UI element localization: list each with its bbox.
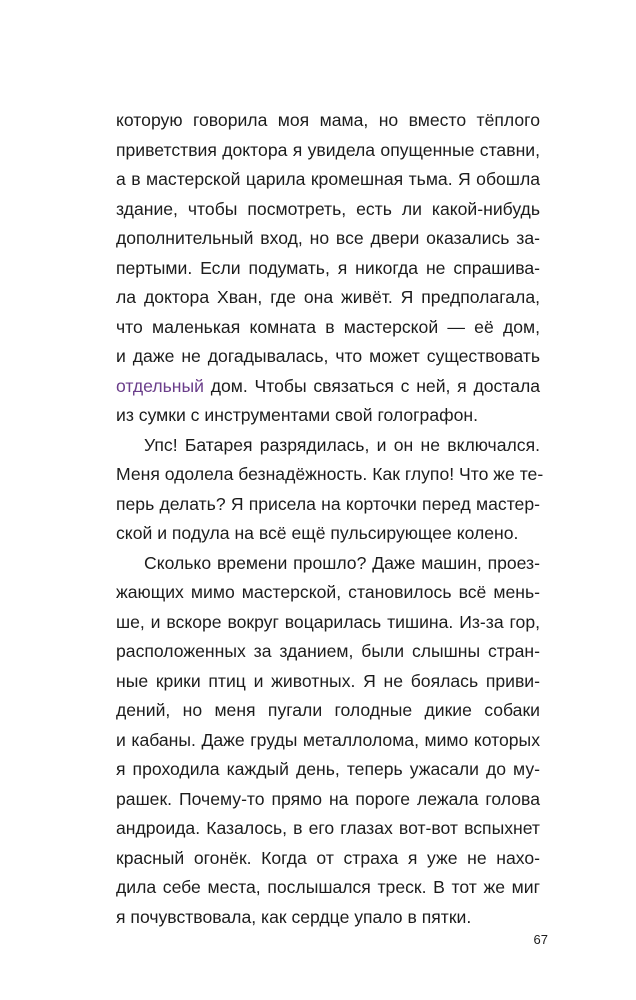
- text-line: я проходила каждый день, теперь ужасали до му-: [116, 759, 540, 779]
- text-line-with-highlight: [116, 372, 540, 402]
- text-line: и даже не догадывалась, что может существовать: [116, 346, 540, 366]
- text-line: дополнительный вход, но все двери оказались за-: [116, 228, 540, 248]
- text-line: красный огонёк. Когда от страха я уже не нахо-: [116, 847, 540, 868]
- highlighted-word: отдельный: [116, 375, 204, 396]
- text-line: рашек. Почему-то прямо на пороге лежала голова: [116, 788, 540, 809]
- text-line: что маленькая комната в мастерской — её дом,: [116, 316, 540, 337]
- text-line: андроида. Казалось, в его глазах вот-вот вспыхнет: [116, 818, 540, 838]
- text-line: здание, чтобы посмотреть, есть ли какой-нибудь: [116, 198, 540, 219]
- text-line: ской и подула на всё ещё пульсирующее колено.: [116, 523, 519, 543]
- text-line: пертыми. Если подумать, я никогда не спрашива-: [116, 257, 540, 278]
- text-line-rest: дом. Чтобы связаться с ней, я достала: [210, 375, 540, 396]
- text-line: Меня одолела безнадёжность. Как глупо! Что же те-: [116, 464, 544, 484]
- text-line: и кабаны. Даже груды металлолома, мимо которых: [116, 729, 540, 750]
- text-line: дила себе места, послышался треск. В тот же миг: [116, 877, 540, 897]
- text-line: ные крики птиц и животных. Я не боялась приви-: [116, 670, 540, 691]
- text-line: которую говорила моя мама, но вместо тёплого: [116, 110, 540, 130]
- page-number: 67: [533, 932, 548, 947]
- text-line: ла доктора Хван, где она живёт. Я предполагала,: [116, 287, 540, 307]
- text-line: Упс! Батарея разрядилась, и он не включался.: [144, 434, 540, 455]
- text-line: Сколько времени прошло? Даже машин, проез-: [144, 552, 540, 573]
- text-line: из сумки с инструментами свой голографон.: [116, 405, 478, 425]
- text-line: перь делать? Я присела на корточки перед мастер-: [116, 493, 540, 514]
- text-line: ше, и вскоре вокруг воцарилась тишина. Из-за гор,: [116, 611, 540, 632]
- text-line: дений, но меня пугали голодные дикие собаки: [116, 700, 540, 720]
- body-text: [116, 106, 544, 932]
- text-line: расположенных за зданием, были слышны стран-: [116, 641, 540, 661]
- text-line: жающих мимо мастерской, становилось всё мень-: [116, 582, 540, 602]
- text-line: я почувствовала, как сердце упало в пятки.: [116, 906, 472, 927]
- text-line: приветствия доктора я увидела опущенные ставни,: [116, 139, 540, 160]
- text-line: а в мастерской царила кромешная тьма. Я обошла: [116, 169, 540, 189]
